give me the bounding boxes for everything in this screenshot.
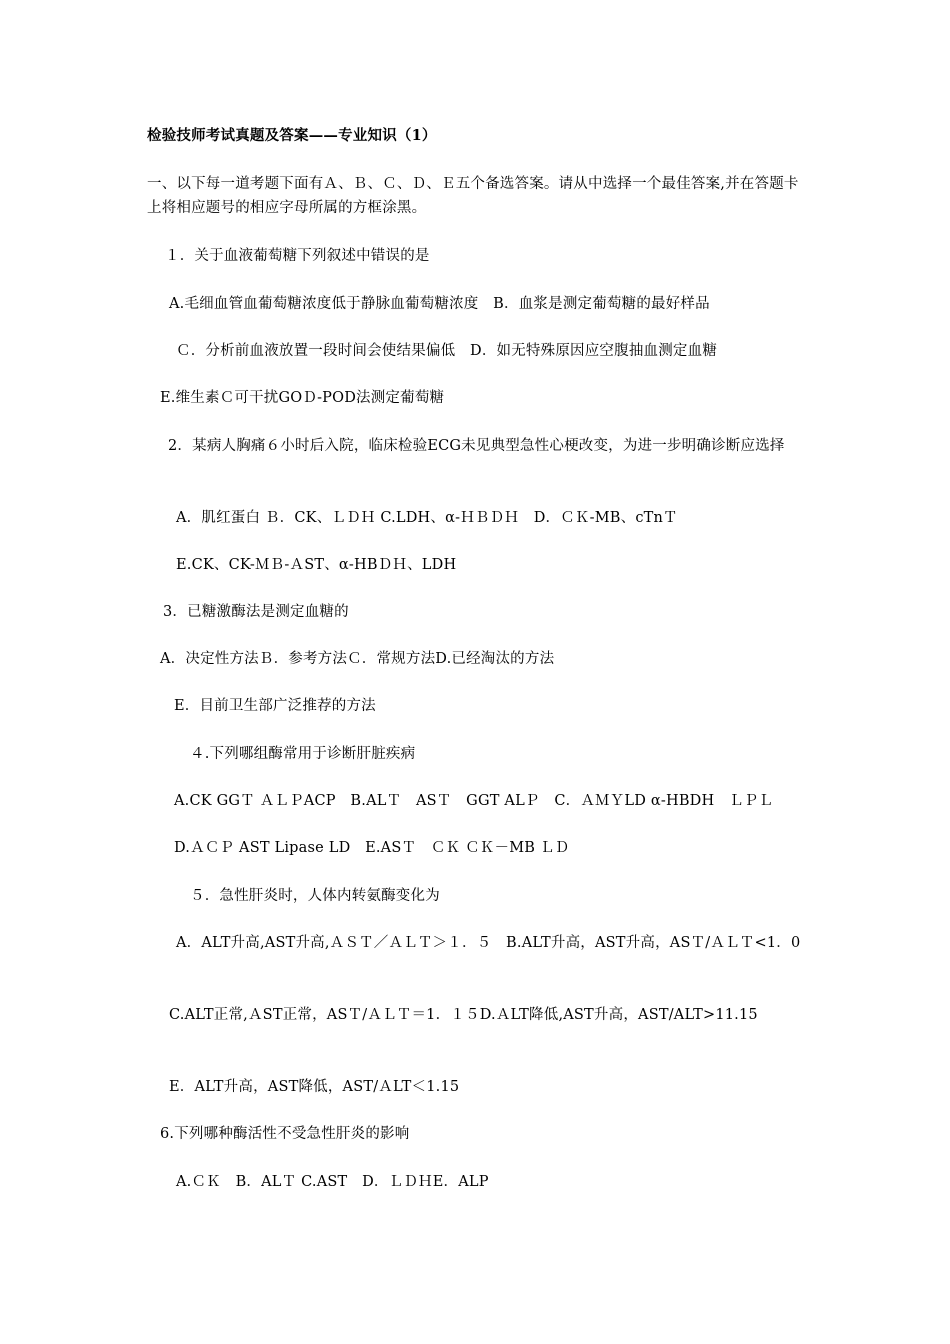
question-1-option-line-1: A.毛细血管血葡萄糖浓度低于静脉血葡萄糖浓度 B．血浆是测定葡萄糖的最好样品: [169, 296, 710, 312]
question-2-stem: 2．某病人胸痛６小时后入院，临床检验ECG未见典型急性心梗改变，为进一步明确诊断应选择: [168, 438, 785, 454]
question-5-option-line-1: A．ALT升高,AST升高,ＡＳＴ／ＡＬＴ＞１．５ B.ALT升高，AST升高，ASＴ/ＡＬＴ<1．0: [176, 935, 801, 951]
question-1-option-line-3: E.维生素Ｃ可干扰GOＤ-POD法测定葡萄糖: [160, 390, 445, 406]
question-6-stem: 6.下列哪种酶活性不受急性肝炎的影响: [160, 1126, 410, 1142]
question-1-option-line-2: Ｃ．分析前血液放置一段时间会使结果偏低 D．如无特殊原因应空腹抽血测定血糖: [176, 343, 718, 359]
question-3-option-line-2: E．目前卫生部广泛推荐的方法: [174, 698, 376, 714]
question-3-stem: 3．已糖激酶法是测定血糖的: [163, 604, 349, 620]
document-title: 检验技师考试真题及答案——专业知识（1）: [147, 127, 437, 144]
instructions-paragraph: 一、以下每一道考题下面有Ａ、Ｂ、Ｃ、Ｄ、Ｅ五个备选答案。请从中选择一个最佳答案,并在答题卡上将相应题号的相应字母所属的方框涂黑。: [147, 176, 799, 216]
question-4-option-line-1: A.CK GGＴ ＡＬＰACP B.ALＴ ASＴ GGT ALＰ C．ＡＭＹLD α-HBDH ＬＰＬ: [174, 793, 774, 809]
question-5-stem: ５．急性肝炎时，人体内转氨酶变化为: [190, 888, 440, 904]
question-5-option-line-2: C.ALT正常,ＡST正常，ASＴ/ＡＬＴ＝1．１５D.ＡLT降低,AST升高，AST/ALT>11.15: [169, 1007, 758, 1023]
question-4-stem: ４.下列哪组酶常用于诊断肝脏疾病: [190, 746, 416, 762]
question-1-stem: １．关于血液葡萄糖下列叙述中错误的是: [165, 248, 430, 264]
question-6-option-line-1: A.ＣＫ B．ALＴ C.AST D．ＬＤＨE．ALP: [176, 1174, 489, 1190]
question-2-option-line-1: A．肌红蛋白 Ｂ．CK、ＬＤＨ C.LDH、α-ＨＢＤＨ D．ＣＫ-MB、cTnＴ: [176, 510, 678, 526]
question-2-option-line-2: E.CK、CK-ＭＢ-ＡST、α-HBＤＨ、LDH: [176, 557, 457, 573]
question-4-option-line-2: D.ＡＣＰ AST Lipase LD E.ASＴ ＣＫ ＣＫ－MB ＬＤ: [174, 840, 570, 856]
question-5-option-line-3: E．ALT升高，AST降低，AST/ＡLT＜1.15: [169, 1079, 460, 1095]
question-3-option-line-1: A．决定性方法Ｂ．参考方法Ｃ．常规方法D.已经淘汰的方法: [160, 651, 555, 667]
